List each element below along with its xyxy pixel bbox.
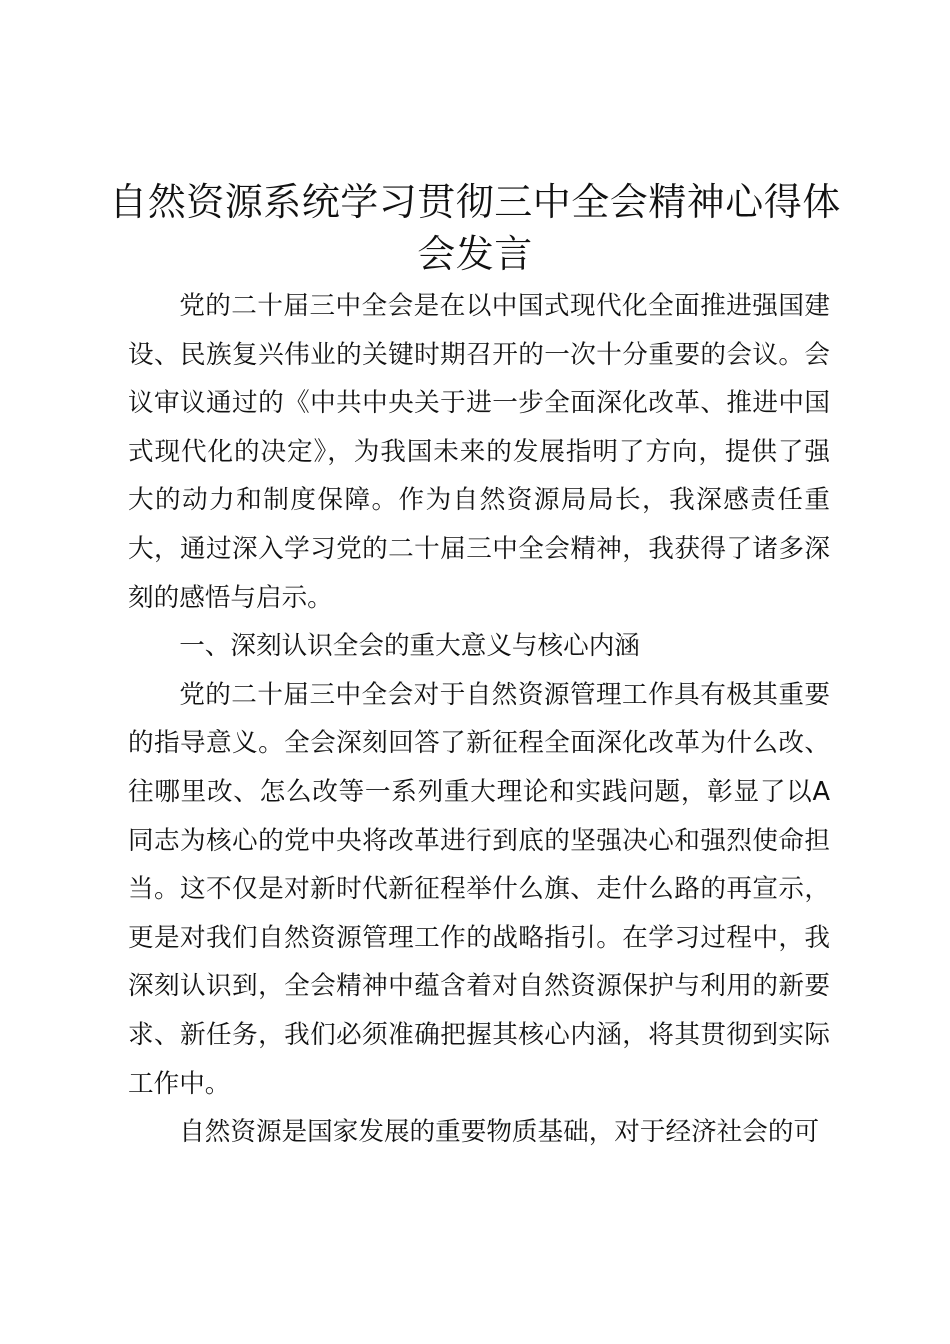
paragraph-intro: 党的二十届三中全会是在以中国式现代化全面推进强国建设、民族复兴伟业的关键时期召开的一次十分重要的会议。会议审议通过的《中共中央关于进一步全面深化改革、推进中国式现代化的决定》，为我国未来的发展指明了方向，提供了强大的动力和制度保障。作为自然资源局局长，我深感责任重大，通过深入学习党的二十届三中全会精神，我获得了诸多深刻的感悟与启示。: [128, 291, 830, 613]
document-body: [128, 282, 830, 1157]
paragraph-significance: 党的二十届三中全会对于自然资源管理工作具有极其重要的指导意义。全会深刻回答了新征程全面深化改革为什么改、往哪里改、怎么改等一系列重大理论和实践问题，彰显了以A同志为核心的党中央将改革进行到底的坚强决心和强烈使命担当。这不仅是对新时代新征程举什么旗、走什么路的再宣示，更是对我们自然资源管理工作的战略指引。在学习过程中，我深刻认识到，全会精神中蕴含着对自然资源保护与利用的新要求、新任务，我们必须准确把握其核心内涵，将其贯彻到实际工作中。: [128, 679, 830, 1099]
document-title: 自然资源系统学习贯彻三中全会精神心得体会发言: [109, 180, 841, 276]
section-heading-1: 一、深刻认识全会的重大意义与核心内涵: [179, 631, 640, 662]
paragraph-resources: 自然资源是国家发展的重要物质基础，对于经济社会的可: [179, 1117, 820, 1148]
